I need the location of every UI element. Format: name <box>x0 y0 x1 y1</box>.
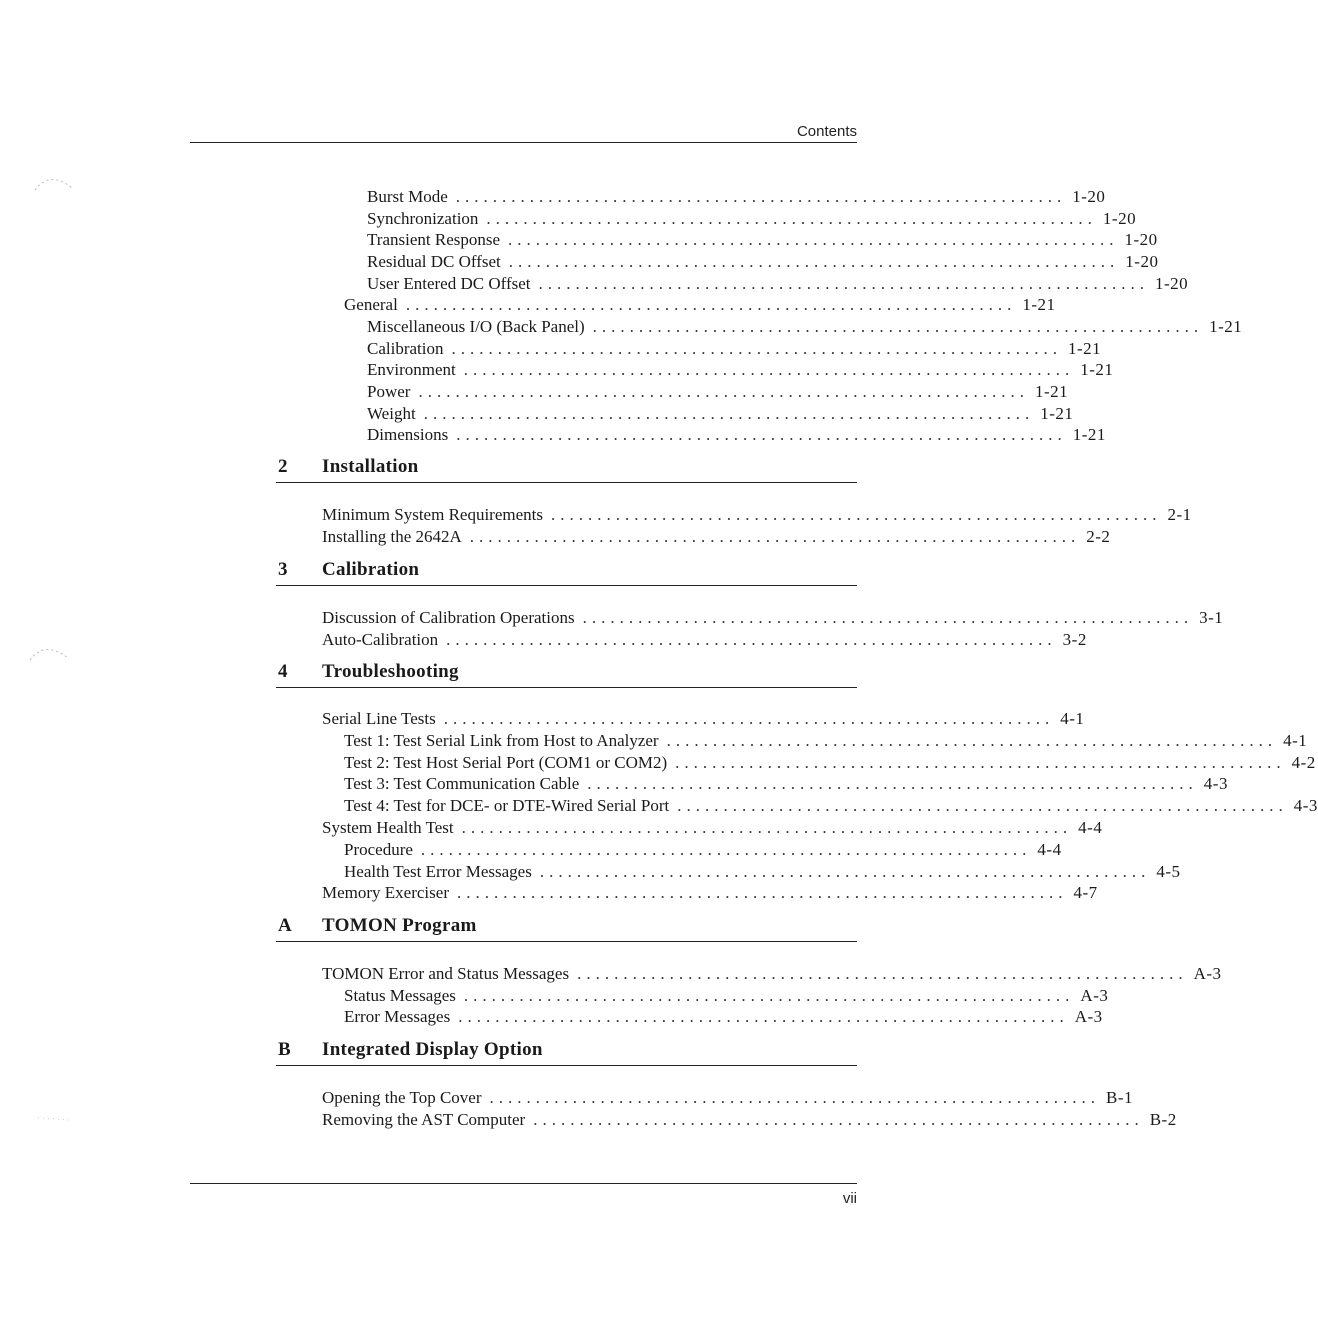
dot-leader: .................................................................. <box>489 1088 1100 1107</box>
toc-entry-page: 4-4 <box>1037 840 1062 859</box>
toc-entry-test-2[interactable] <box>344 752 1316 774</box>
dot-leader: .................................................................. <box>587 774 1198 793</box>
toc-entry-title: Removing the AST Computer <box>322 1110 526 1129</box>
toc-entry-title: Power <box>367 382 411 401</box>
toc-entry-discussion-of-calibration[interactable] <box>322 607 1224 629</box>
toc-entry-title: Discussion of Calibration Operations <box>322 608 575 627</box>
toc-entry-removing-the-ast-computer[interactable] <box>322 1109 1177 1131</box>
toc-entry-page: B-1 <box>1106 1088 1133 1107</box>
toc-entry-page: 3-2 <box>1062 630 1087 649</box>
toc-entry-title: Minimum System Requirements <box>322 505 543 524</box>
toc-entry-status-messages[interactable] <box>344 985 1109 1007</box>
toc-entry-error-messages[interactable] <box>344 1006 1103 1028</box>
dot-leader: .................................................................. <box>456 425 1067 444</box>
toc-entry-title: General <box>344 295 398 314</box>
dot-leader: .................................................................. <box>533 1110 1144 1129</box>
chapter-rule <box>276 687 857 688</box>
toc-entry-page: 1-21 <box>1067 339 1102 358</box>
toc-entry-page: 1-21 <box>1034 382 1069 401</box>
toc-entry-page: 4-1 <box>1283 731 1308 750</box>
dot-leader: .................................................................. <box>666 731 1278 750</box>
dot-leader: .................................................................. <box>463 986 1075 1005</box>
toc-entry-health-test-error-messages[interactable] <box>344 861 1181 883</box>
page-number: vii <box>842 1190 857 1207</box>
dot-leader: .................................................................. <box>677 796 1288 815</box>
toc-entry-page: 1-20 <box>1102 209 1137 228</box>
toc-entry-title: Test 4: Test for DCE- or DTE-Wired Serial Port <box>344 796 670 815</box>
toc-entry-title: Calibration <box>367 339 444 358</box>
toc-entry-title: Auto-Calibration <box>322 630 439 649</box>
running-head: Contents <box>796 123 857 140</box>
toc-entry-test-1[interactable] <box>344 730 1308 752</box>
header-rule <box>190 142 857 143</box>
toc-entry-page: B-2 <box>1149 1110 1177 1129</box>
toc-entry-page: 2-1 <box>1167 505 1192 524</box>
dot-leader: .................................................................. <box>461 818 1073 837</box>
chapter-number: 4 <box>278 661 288 682</box>
toc-entry-test-4[interactable] <box>344 795 1318 817</box>
chapter-rule <box>276 941 857 942</box>
dot-leader: .................................................................. <box>405 295 1017 314</box>
toc-entry-page: 1-21 <box>1080 360 1114 379</box>
toc-entry-page: 4-3 <box>1203 774 1228 793</box>
toc-entry-minimum-system-requirements[interactable] <box>322 504 1192 526</box>
toc-entry-title: Procedure <box>344 840 413 859</box>
toc-entry-miscellaneous-io[interactable] <box>367 316 1243 338</box>
toc-entry-title: User Entered DC Offset <box>367 274 531 293</box>
chapter-number: 3 <box>278 559 288 580</box>
toc-entry-title: Residual DC Offset <box>367 252 501 271</box>
toc-entry-serial-line-tests[interactable] <box>322 708 1085 730</box>
chapter-title-troubleshooting[interactable]: Troubleshooting <box>322 661 459 682</box>
toc-entry-page: A-3 <box>1193 964 1222 983</box>
toc-entry-title: Environment <box>367 360 456 379</box>
toc-entry-page: 1-20 <box>1072 187 1106 206</box>
toc-entry-title: TOMON Error and Status Messages <box>322 964 570 983</box>
dot-leader: .................................................................. <box>420 840 1032 859</box>
dot-leader: .................................................................. <box>675 753 1286 772</box>
dot-leader: .................................................................. <box>592 317 1204 336</box>
toc-entry-title: Serial Line Tests <box>322 709 436 728</box>
toc-entry-title: Dimensions <box>367 425 449 444</box>
dot-leader: .................................................................. <box>577 964 1188 983</box>
footer-rule <box>190 1183 857 1184</box>
dot-leader: .................................................................. <box>486 209 1097 228</box>
toc-entry-title: Memory Exerciser <box>322 883 449 902</box>
chapter-number: B <box>278 1039 291 1060</box>
toc-entry-test-3[interactable] <box>344 773 1228 795</box>
toc-entry-page: 4-3 <box>1293 796 1318 815</box>
toc-entry-page: 3-1 <box>1199 608 1224 627</box>
dot-leader: .................................................................. <box>418 382 1029 401</box>
toc-entry-title: Test 3: Test Communication Cable <box>344 774 580 793</box>
toc-entry-page: 1-20 <box>1155 274 1189 293</box>
toc-entry-title: Error Messages <box>344 1007 451 1026</box>
toc-entry-page: 4-4 <box>1078 818 1103 837</box>
toc-entry-transient-response[interactable] <box>367 229 1158 251</box>
toc-entry-title: Weight <box>367 404 416 423</box>
dot-leader: .................................................................. <box>423 404 1035 423</box>
dot-leader: .................................................................. <box>508 230 1119 249</box>
toc-entry-title: System Health Test <box>322 818 454 837</box>
toc-entry-page: 1-21 <box>1022 295 1056 314</box>
dot-leader: .................................................................. <box>455 187 1067 206</box>
toc-entry-user-entered-dc-offset[interactable] <box>367 273 1189 295</box>
dot-leader: .................................................................. <box>451 339 1062 358</box>
chapter-title-calibration[interactable]: Calibration <box>322 559 420 580</box>
chapter-rule <box>276 1065 857 1066</box>
chapter-rule <box>276 482 857 483</box>
chapter-title-installation[interactable]: Installation <box>322 456 419 477</box>
toc-entry-page: 1-21 <box>1209 317 1243 336</box>
toc-entry-residual-dc-offset[interactable] <box>367 251 1159 273</box>
toc-entry-page: A-3 <box>1074 1007 1103 1026</box>
toc-entry-general[interactable] <box>344 294 1056 316</box>
toc-entry-power[interactable] <box>367 381 1069 403</box>
binder-hole-marks <box>0 0 100 1342</box>
toc-entry-page: 4-2 <box>1291 753 1316 772</box>
toc-entry-weight[interactable] <box>367 403 1074 425</box>
toc-entry-page: 4-7 <box>1073 883 1098 902</box>
toc-entry-title: Health Test Error Messages <box>344 862 532 881</box>
toc-entry-title: Transient Response <box>367 230 501 249</box>
dot-leader: .................................................................. <box>508 252 1120 271</box>
chapter-rule <box>276 585 857 586</box>
toc-entry-title: Synchronization <box>367 209 479 228</box>
dot-leader: .................................................................. <box>538 274 1150 293</box>
toc-entry-synchronization[interactable] <box>367 208 1137 230</box>
toc-entry-tomon-error-and-status-messages[interactable] <box>322 963 1222 985</box>
toc-entry-installing[interactable] <box>322 526 1111 548</box>
toc-entry-opening-the-top-cover[interactable] <box>322 1087 1133 1109</box>
toc-entry-title: Opening the Top Cover <box>322 1088 482 1107</box>
toc-entry-environment[interactable] <box>367 359 1114 381</box>
dot-leader: .................................................................. <box>446 630 1057 649</box>
toc-entry-title: Test 2: Test Host Serial Port (COM1 or COM2) <box>344 753 668 772</box>
dot-leader: .................................................................. <box>582 608 1194 627</box>
dot-leader: .................................................................. <box>458 1007 1069 1026</box>
toc-entry-title: Status Messages <box>344 986 456 1005</box>
chapter-title-tomon-program[interactable]: TOMON Program <box>322 915 477 936</box>
toc-entry-page: 2-2 <box>1086 527 1111 546</box>
toc-entry-title: Test 1: Test Serial Link from Host to Analyzer <box>344 731 659 750</box>
toc-entry-procedure[interactable] <box>344 839 1062 861</box>
toc-entry-system-health-test[interactable] <box>322 817 1103 839</box>
toc-entry-page: 4-1 <box>1060 709 1085 728</box>
toc-entry-page: 1-21 <box>1040 404 1074 423</box>
toc-entry-burst-mode[interactable] <box>367 186 1106 208</box>
toc-entry-page: 1-21 <box>1072 425 1106 444</box>
toc-entry-calibration-spec[interactable] <box>367 338 1102 360</box>
toc-entry-title: Burst Mode <box>367 187 448 206</box>
dot-leader: .................................................................. <box>539 862 1151 881</box>
chapter-title-integrated-display-option[interactable]: Integrated Display Option <box>322 1039 543 1060</box>
chapter-number: A <box>278 915 292 936</box>
toc-entry-auto-calibration[interactable] <box>322 629 1087 651</box>
dot-leader: .................................................................. <box>443 709 1055 728</box>
toc-entry-page: A-3 <box>1080 986 1109 1005</box>
toc-entry-dimensions[interactable] <box>367 424 1106 446</box>
chapter-number: 2 <box>278 456 288 477</box>
toc-entry-title: Installing the 2642A <box>322 527 462 546</box>
toc-entry-memory-exerciser[interactable] <box>322 882 1098 904</box>
dot-leader: .................................................................. <box>469 527 1081 546</box>
toc-entry-page: 1-20 <box>1125 252 1159 271</box>
dot-leader: .................................................................. <box>456 883 1068 902</box>
toc-entry-page: 1-20 <box>1124 230 1158 249</box>
dot-leader: .................................................................. <box>463 360 1075 379</box>
dot-leader: .................................................................. <box>551 505 1162 524</box>
toc-entry-title: Miscellaneous I/O (Back Panel) <box>367 317 585 336</box>
toc-entry-page: 4-5 <box>1156 862 1181 881</box>
